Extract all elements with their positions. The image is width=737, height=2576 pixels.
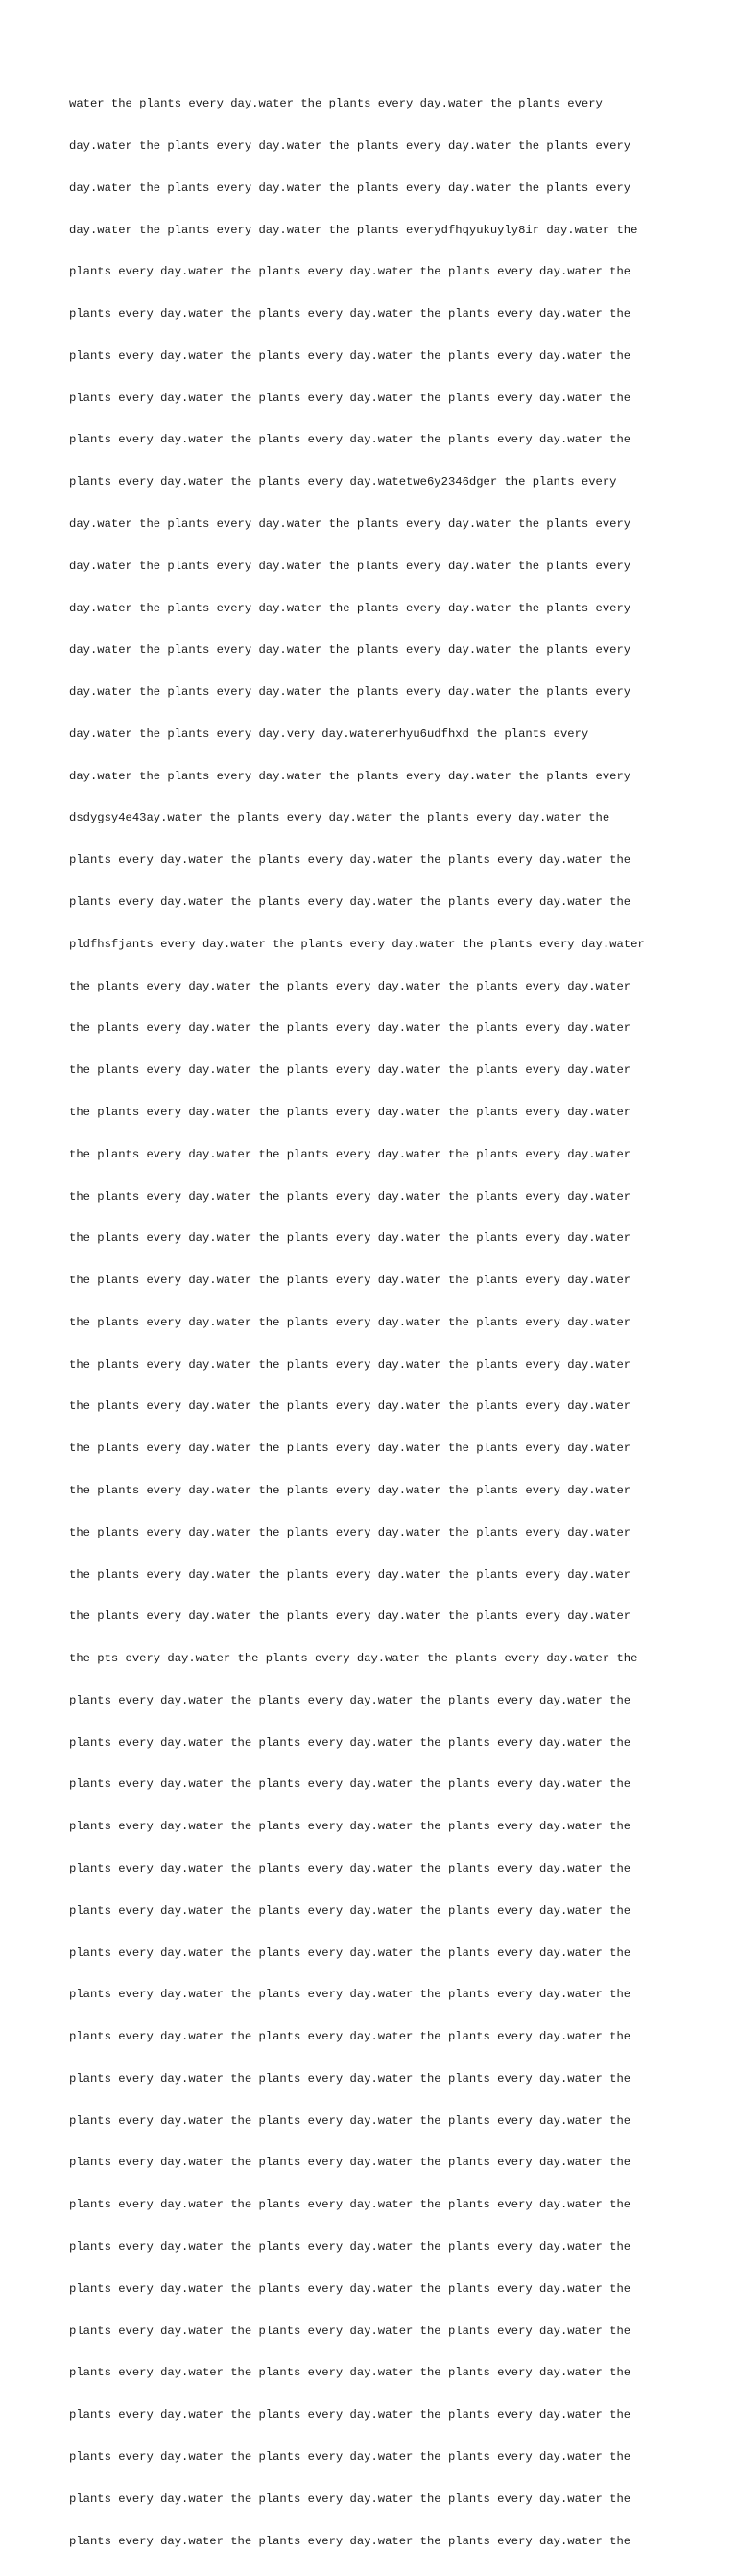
text-line: plants every day.water the plants every day.water the plants every day.water the	[69, 2324, 631, 2338]
text-line: day.water the plants every day.water the plants every day.water the plants every	[69, 685, 631, 700]
text-line: day.water the plants every day.water the plants every day.water the plants every	[69, 643, 631, 657]
text-line: plants every day.water the plants every day.water the plants every day.water the	[69, 1945, 631, 1960]
text-line: plants every day.water the plants every day.water the plants every day.water the	[69, 895, 631, 910]
text-line: the plants every day.water the plants every day.water the plants every day.water	[69, 1231, 631, 1246]
text-line: plants every day.water the plants every day.water the plants every day.water the	[69, 2534, 631, 2548]
text-line: the plants every day.water the plants every day.water the plants every day.water	[69, 1483, 631, 1497]
text-line: the plants every day.water the plants every day.water the plants every day.water	[69, 1399, 631, 1414]
text-line: plants every day.water the plants every day.water the plants every day.water the	[69, 2030, 631, 2044]
text-line: plants every day.water the plants every day.water the plants every day.water the	[69, 307, 631, 322]
text-line: plants every day.water the plants every day.water the plants every day.water the	[69, 1903, 631, 1918]
text-line: plants every day.water the plants every day.water the plants every day.water the	[69, 1988, 631, 2002]
text-line: plants every day.water the plants every day.water the plants every day.water the	[69, 2071, 631, 2086]
text-line: day.water the plants every day.water the plants every day.water the plants every	[69, 138, 631, 153]
text-line: day.water the plants every day.very day.watererhyu6udfhxd the plants every	[69, 727, 589, 741]
document-body	[69, 69, 645, 2576]
text-line: plants every day.water the plants every day.water the plants every day.water the	[69, 2281, 631, 2296]
text-line: plants every day.water the plants every day.water the plants every day.water the	[69, 1820, 631, 1834]
text-line: plants every day.water the plants every day.watetwe6y2346dger the plants every	[69, 475, 617, 489]
text-line: plants every day.water the plants every day.water the plants every day.water the	[69, 2113, 631, 2128]
text-line: day.water the plants every day.water the plants every day.water the plants every	[69, 517, 631, 531]
text-line: plants every day.water the plants every day.water the plants every day.water the	[69, 2198, 631, 2212]
text-line: the pts every day.water the plants every day.water the plants every day.water the	[69, 1652, 638, 1666]
text-line: plants every day.water the plants every day.water the plants every day.water the	[69, 391, 631, 405]
text-line: plants every day.water the plants every day.water the plants every day.water the	[69, 2408, 631, 2422]
text-line: the plants every day.water the plants every day.water the plants every day.water	[69, 1274, 631, 1288]
text-line: day.water the plants every day.water the plants every day.water the plants every	[69, 559, 631, 573]
text-line: plants every day.water the plants every day.water the plants every day.water the	[69, 853, 631, 868]
text-line: water the plants every day.water the plants every day.water the plants every	[69, 97, 603, 111]
text-line: day.water the plants every day.water the plants every day.water the plants every	[69, 769, 631, 783]
text-line: the plants every day.water the plants every day.water the plants every day.water	[69, 1567, 631, 1582]
text-line: plants every day.water the plants every day.water the plants every day.water the	[69, 348, 631, 363]
text-line: the plants every day.water the plants every day.water the plants every day.water	[69, 1315, 631, 1329]
text-line: the plants every day.water the plants every day.water the plants every day.water	[69, 1021, 631, 1036]
text-line: the plants every day.water the plants every day.water the plants every day.water	[69, 1189, 631, 1204]
text-line: plants every day.water the plants every day.water the plants every day.water the	[69, 2449, 631, 2464]
text-line: plants every day.water the plants every day.water the plants every day.water the	[69, 1693, 631, 1707]
text-line: day.water the plants every day.water the plants everydfhqyukuyly8ir day.water the	[69, 223, 638, 237]
text-line: the plants every day.water the plants every day.water the plants every day.water	[69, 1147, 631, 1161]
text-line: the plants every day.water the plants every day.water the plants every day.water	[69, 1105, 631, 1119]
text-line: dsdygsy4e43ay.water the plants every day.water the plants every day.water the	[69, 811, 610, 825]
text-line: day.water the plants every day.water the plants every day.water the plants every	[69, 180, 631, 195]
text-line: pldfhsfjants every day.water the plants every day.water the plants every day.water	[69, 937, 645, 951]
text-line: the plants every day.water the plants every day.water the plants every day.water	[69, 1063, 631, 1078]
text-line: the plants every day.water the plants every day.water the plants every day.water	[69, 1525, 631, 1539]
text-line: plants every day.water the plants every day.water the plants every day.water the	[69, 265, 631, 279]
text-line: plants every day.water the plants every day.water the plants every day.water the	[69, 433, 631, 447]
text-line: the plants every day.water the plants every day.water the plants every day.water	[69, 1442, 631, 1456]
text-line: plants every day.water the plants every day.water the plants every day.water the	[69, 1777, 631, 1792]
text-line: plants every day.water the plants every day.water the plants every day.water the	[69, 2156, 631, 2170]
text-line: the plants every day.water the plants every day.water the plants every day.water	[69, 979, 631, 993]
text-line: plants every day.water the plants every day.water the plants every day.water the	[69, 2240, 631, 2254]
text-line: plants every day.water the plants every day.water the plants every day.water the	[69, 1862, 631, 1875]
text-line: plants every day.water the plants every day.water the plants every day.water the	[69, 1735, 631, 1750]
text-line: plants every day.water the plants every day.water the plants every day.water the	[69, 2366, 631, 2380]
text-line: plants every day.water the plants every day.water the plants every day.water the	[69, 2492, 631, 2506]
text-line: the plants every day.water the plants every day.water the plants every day.water	[69, 1610, 631, 1624]
text-line: the plants every day.water the plants every day.water the plants every day.water	[69, 1357, 631, 1371]
text-line: day.water the plants every day.water the plants every day.water the plants every	[69, 601, 631, 615]
